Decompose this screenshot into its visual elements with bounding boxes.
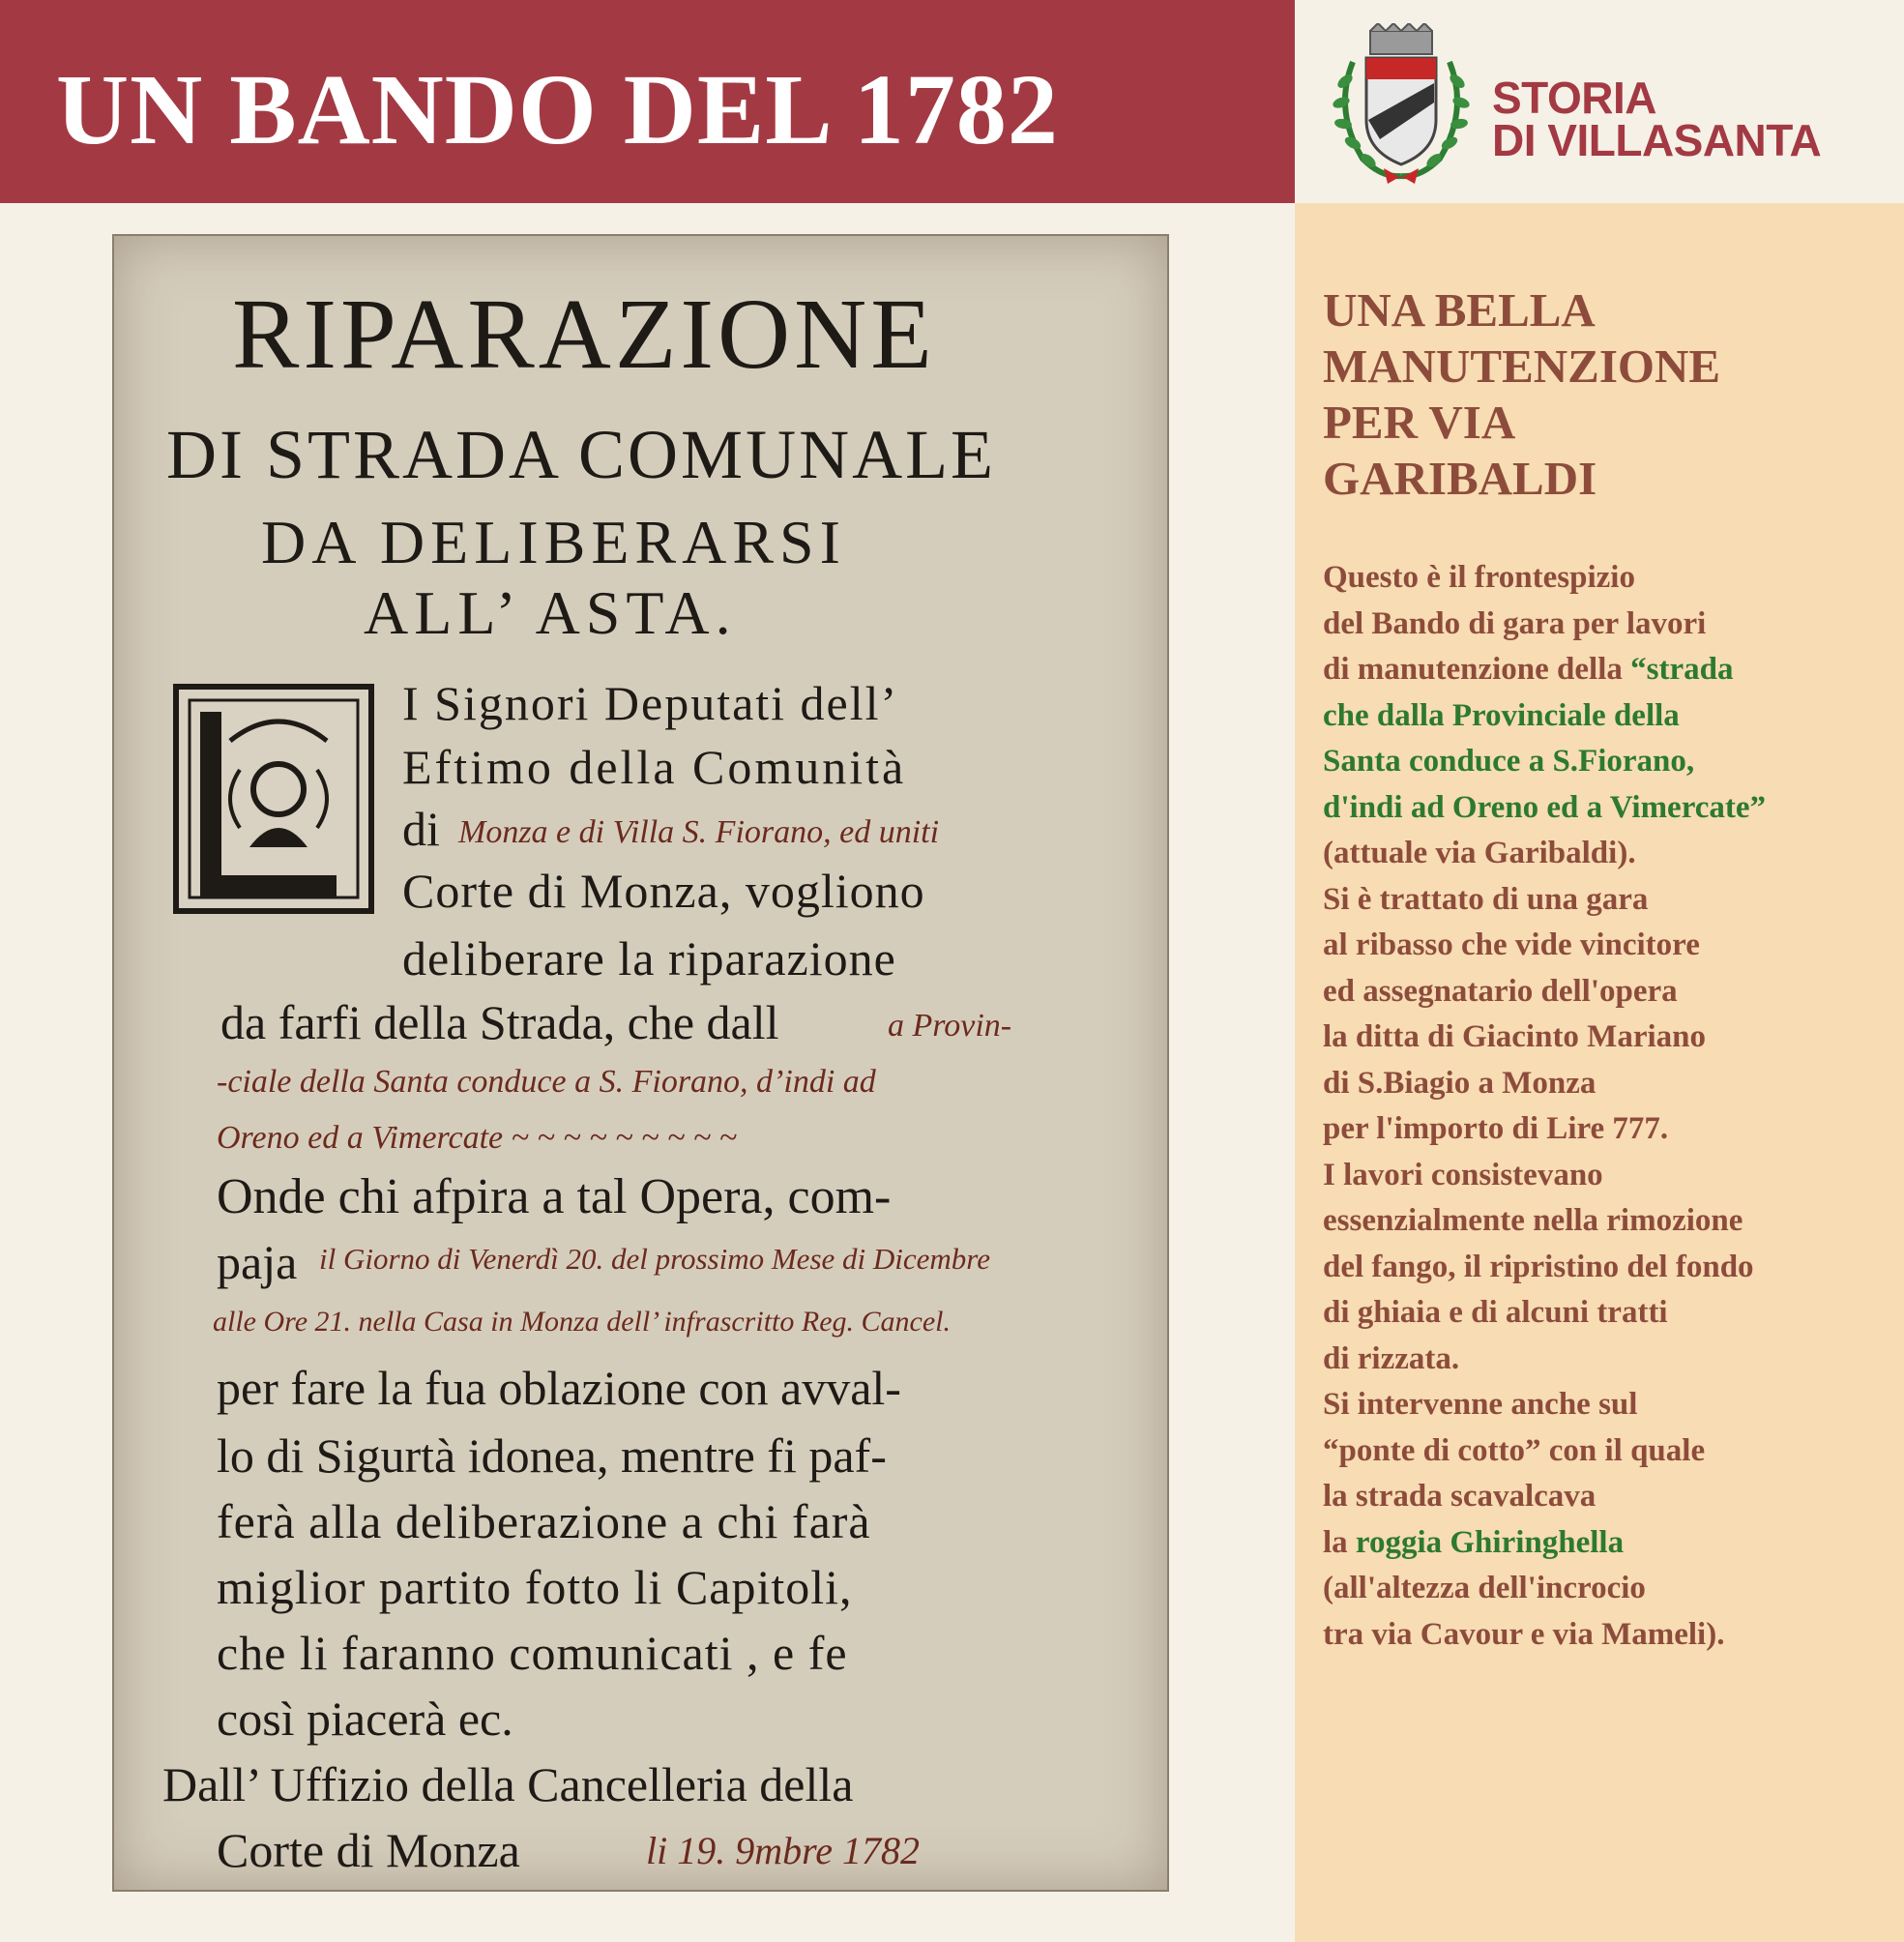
- document-line: per fare la fua oblazione con avval-: [217, 1361, 901, 1415]
- handwritten-annotation: Oreno ed a Vimercate ~ ~ ~ ~ ~ ~ ~ ~ ~: [217, 1120, 738, 1156]
- highlighted-text-run: “strada: [1630, 652, 1734, 687]
- ornamental-drop-cap: [172, 683, 375, 915]
- text-run: Questo è il frontespizio: [1323, 560, 1635, 595]
- document-line: ferà alla deliberazione a chi farà: [217, 1494, 871, 1548]
- text-run: di rizzata.: [1323, 1340, 1460, 1376]
- body-line: [1323, 602, 1898, 648]
- body-line: [1323, 1106, 1898, 1153]
- body-line: [1323, 555, 1898, 602]
- document-line: paja: [217, 1235, 298, 1289]
- handwritten-annotation: il Giorno di Venerdì 20. del prossimo Mese di Dicembre: [319, 1242, 990, 1276]
- text-run: Si è trattato di una gara: [1323, 881, 1649, 917]
- handwritten-annotation: Monza e di Villa S. Fiorano, ed uniti: [458, 814, 940, 850]
- text-run: “ponte di cotto” con il quale: [1323, 1432, 1706, 1468]
- document-line: I Signori Deputati dell’: [402, 676, 899, 730]
- body-line: [1323, 1520, 1898, 1567]
- body-line: [1323, 1198, 1898, 1245]
- body-line: [1323, 693, 1898, 740]
- body-line: [1323, 1015, 1898, 1061]
- body-line: [1323, 1153, 1898, 1199]
- highlighted-text-run: Santa conduce a S.Fiorano,: [1323, 744, 1695, 779]
- body-line: [1323, 739, 1898, 785]
- text-run: tra via Cavour e via Mameli).: [1323, 1616, 1725, 1652]
- brand-block: [1295, 0, 1904, 203]
- body-line: [1323, 1337, 1898, 1383]
- body-line: [1323, 831, 1898, 877]
- body-line: [1323, 923, 1898, 969]
- text-run: I lavori consistevano: [1323, 1157, 1603, 1192]
- sidebar-body-text: [1323, 555, 1898, 1658]
- text-run: di manutenzione della: [1323, 652, 1631, 687]
- text-run: (attuale via Garibaldi).: [1323, 836, 1636, 870]
- highlighted-text-run: roggia Ghiringhella: [1355, 1524, 1625, 1560]
- body-line: [1323, 1290, 1898, 1337]
- text-run: del fango, il ripristino del fondo: [1323, 1249, 1754, 1284]
- text-run: la ditta di Giacinto Mariano: [1323, 1019, 1706, 1054]
- body-line: [1323, 1061, 1898, 1107]
- text-run: del Bando di gara per lavori: [1323, 605, 1707, 641]
- highlighted-text-run: d'indi ad Oreno ed a Vimercate”: [1323, 789, 1767, 825]
- handwritten-annotation: -ciale della Santa conduce a S. Fiorano, d’indi ad: [217, 1064, 876, 1100]
- document-line: di: [402, 802, 440, 856]
- brand-name-line2: DI VILLASANTA: [1492, 115, 1822, 165]
- sidebar-title-line: PER VIA: [1323, 396, 1516, 449]
- body-line: [1323, 1382, 1898, 1428]
- handwritten-date: li 19. 9mbre 1782: [646, 1829, 920, 1872]
- document-line: da farfi della Strada, che dall: [220, 995, 779, 1049]
- document-line: Corte di Monza: [217, 1823, 520, 1877]
- body-line: [1323, 969, 1898, 1015]
- handwritten-annotation: a Provin-: [888, 1008, 1012, 1044]
- document-line: lo di Sigurtà idonea, mentre fi paf-: [217, 1428, 887, 1483]
- page-title: UN BANDO DEL 1782: [56, 54, 1059, 165]
- sidebar-title: [1323, 282, 1893, 507]
- document-heading-2: DI STRADA COMUNALE: [166, 416, 997, 493]
- text-run: al ribasso che vide vincitore: [1323, 927, 1700, 962]
- document-heading-3: DA DELIBERARSI: [261, 508, 846, 576]
- document-line: Onde chi afpira a tal Opera, com-: [217, 1169, 892, 1224]
- document-line: Corte di Monza, vogliono: [402, 864, 925, 918]
- sidebar-title-line: UNA BELLA: [1323, 283, 1596, 337]
- body-line: [1323, 647, 1898, 693]
- document-heading-4: ALL’ ASTA.: [364, 578, 737, 647]
- body-line: [1323, 1474, 1898, 1520]
- text-run: Si intervenne anche sul: [1323, 1387, 1638, 1422]
- sidebar-title-line: GARIBALDI: [1323, 452, 1597, 505]
- text-run: di ghiaia e di alcuni tratti: [1323, 1295, 1668, 1330]
- highlighted-text-run: che dalla Provinciale della: [1323, 697, 1680, 733]
- document-line: così piacerà ec.: [217, 1692, 513, 1746]
- body-line: [1323, 1428, 1898, 1475]
- body-line: [1323, 1245, 1898, 1291]
- text-run: la: [1323, 1524, 1356, 1560]
- historic-document-image: [112, 234, 1169, 1892]
- text-run: essenzialmente nella rimozione: [1323, 1203, 1743, 1238]
- sidebar-title-line: MANUTENZIONE: [1323, 339, 1721, 393]
- brand-name-line1: STORIA: [1492, 73, 1656, 123]
- header-banner: [0, 0, 1295, 203]
- handwritten-annotation: alle Ore 21. nella Casa in Monza dell’ infrascritto Reg. Cancel.: [213, 1306, 951, 1338]
- document-heading-1: RIPARAZIONE: [232, 279, 936, 390]
- body-line: [1323, 785, 1898, 832]
- document-line: che li faranno comunicati , e fe: [217, 1626, 848, 1680]
- document-line: deliberare la riparazione: [402, 931, 896, 986]
- text-run: la strada scavalcava: [1323, 1479, 1596, 1514]
- body-line: [1323, 1612, 1898, 1659]
- document-line: miglior partito fotto li Capitoli,: [217, 1560, 853, 1614]
- text-run: di S.Biagio a Monza: [1323, 1065, 1596, 1101]
- text-run: ed assegnatario dell'opera: [1323, 973, 1678, 1009]
- body-line: [1323, 1566, 1898, 1612]
- document-line: Dall’ Uffizio della Cancelleria della: [162, 1757, 854, 1811]
- text-run: per l'importo di Lire 777.: [1323, 1111, 1669, 1146]
- document-line: Eftimo della Comunità: [402, 740, 907, 794]
- town-crest-logo: [1324, 23, 1479, 188]
- text-run: (all'altezza dell'incrocio: [1323, 1571, 1646, 1605]
- body-line: [1323, 877, 1898, 924]
